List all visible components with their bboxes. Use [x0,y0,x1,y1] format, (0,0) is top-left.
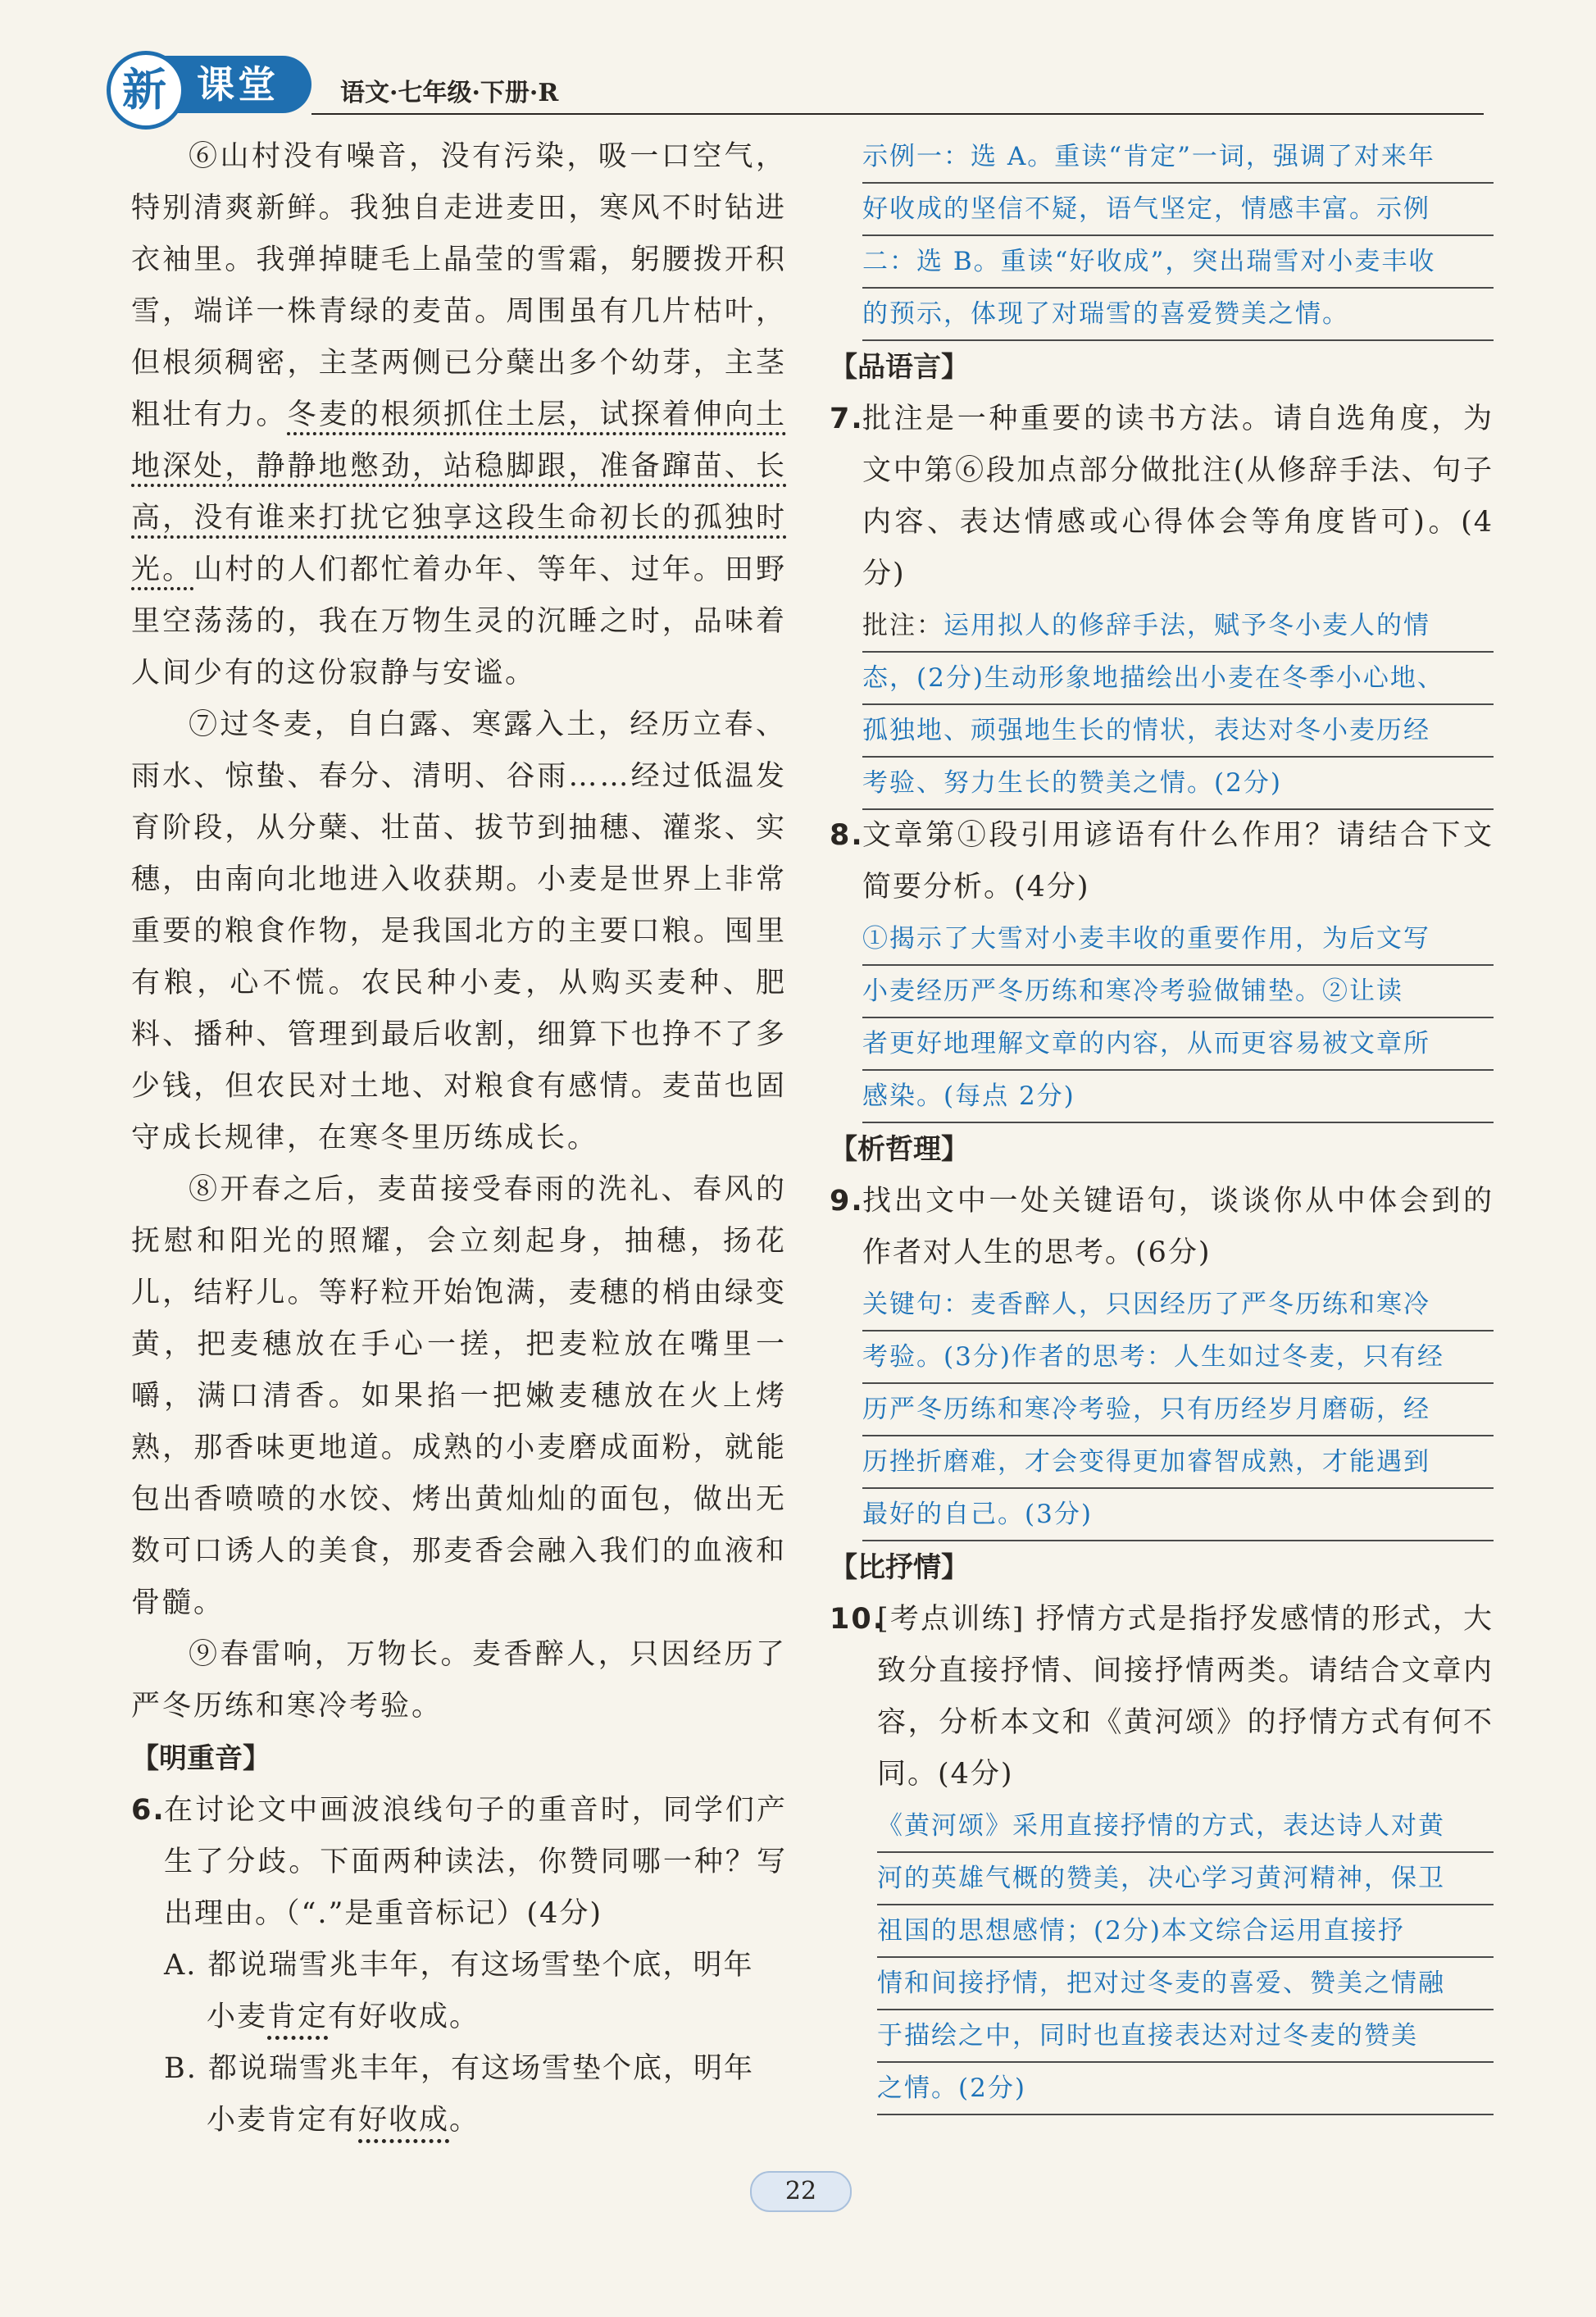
question-text: [考点训练] 抒情方式是指抒发感情的形式，大致分直接抒情、间接抒情两类。请结合文章内容，分析本文和《黄河颂》的抒情方式有何不同。(4分) [877,1603,1494,1791]
question-number: 6. [131,1794,166,1827]
answer-line: 祖国的思想感情；(2分)本文综合运用直接抒 [877,1905,1494,1958]
q10-answer [830,1800,1494,2115]
answer-line: 历挫折磨难，才会变得更加睿智成熟，才能遇到 [862,1436,1494,1489]
answer-line: 二：选 B。重读“好收成”，突出瑞雪对小麦丰收 [862,236,1494,289]
answer-line: 关键句：麦香醉人，只因经历了严冬历练和寒冷 [862,1279,1494,1331]
q7-answer [830,600,1494,810]
book-subtitle: 语文·七年级·下册·R [340,79,559,107]
option-a-line2 [164,1992,787,2043]
annotation-text: 运用拟人的修辞手法，赋予冬小麦人的情 [944,611,1430,640]
section-heading-xizheli: 【析哲理】 [830,1133,969,1166]
answer-line: 《黄河颂》采用直接抒情的方式，表达诗人对黄 [877,1800,1494,1853]
answer-line: 于描绘之中，同时也直接表达对过冬麦的赞美 [877,2010,1494,2063]
answer-line: 好收成的坚信不疑，语气坚定，情感丰富。示例 [862,184,1494,236]
option-a [131,1940,787,2043]
answer-line: 考验、努力生长的赞美之情。(2分) [862,758,1494,810]
answer-line [862,600,1494,653]
question-6 [131,1785,787,1940]
question-text: 找出文中一处关键语句，谈谈你从中体会到的作者对人生的思考。(6分) [862,1185,1494,1269]
paragraph-6-text: ⑥山村没有噪音，没有污染，吸一口空气，特别清爽新鲜。我独自走进麦田，寒风不时钻进衣袖里。我弹掉睫毛上晶莹的雪霜，躬腰拨开积雪，端详一株青绿的麦苗。周围虽有几片枯叶，但根须稠密，主茎两侧已分蘖出多个幼芽，主茎粗壮有力。 [131,140,787,431]
q6-answer [830,131,1494,341]
option-b-part1: 小麦肯定有 [207,2104,359,2137]
option-a-part1: 小麦 [207,2001,268,2033]
section-heading-pinyuyan: 【品语言】 [830,351,969,384]
option-b-line2 [164,2095,787,2146]
question-number: 9. [830,1185,864,1218]
option-b-part3: 。 [449,2104,480,2137]
q9-answer [830,1279,1494,1541]
answer-line: 历严冬历练和寒冷考验，只有历经岁月磨砺，经 [862,1384,1494,1436]
header-rule [311,113,1484,115]
option-b-line1: B. 都说瑞雪兆丰年，有这场雪垫个底，明年 [164,2052,754,2085]
page-number: 22 [750,2171,852,2212]
answer-line: 孤独地、顽强地生长的情状，表达对冬小麦历经 [862,705,1494,758]
logo [122,56,311,116]
answer-line: 示例一：选 A。重读“肯定”一词，强调了对来年 [862,131,1494,184]
paragraph-9: ⑨春雷响，万物长。麦香醉人，只因经历了严冬历练和寒冷考验。 [131,1638,787,1723]
logo-first-char: 新 [107,51,185,130]
answer-line: 小麦经历严冬历练和寒冷考验做铺垫。②让读 [862,966,1494,1018]
question-8 [830,810,1494,913]
option-a-line1: A. 都说瑞雪兆丰年，有这场雪垫个底，明年 [164,1949,754,1982]
answer-line: 情和间接抒情，把对过冬麦的喜爱、赞美之情融 [877,1958,1494,2010]
annotation-label: 批注： [862,611,944,640]
logo-text: 课堂 [197,62,279,107]
paragraph-6-end: 山村的人们都忙着办年、等年、过年。田野里空荡荡的，我在万物生灵的沉睡之时，品味着人间少有的这份寂静与安谧。 [131,553,787,690]
question-number: 8. [830,819,864,852]
answer-line: 态，(2分)生动形象地描绘出小麦在冬季小心地、 [862,653,1494,705]
section-heading-bishuqing: 【比抒情】 [830,1551,969,1584]
question-number: 7. [830,403,864,435]
answer-line: 最好的自己。(3分) [862,1489,1494,1541]
option-b [131,2043,787,2146]
option-a-part3: 有好收成。 [328,2001,480,2033]
q8-answer [830,913,1494,1123]
option-a-stress: 肯定 [267,2001,329,2033]
question-number: 10. [830,1603,886,1636]
right-column [830,131,1494,2115]
answer-line: ①揭示了大雪对小麦丰收的重要作用，为后文写 [862,913,1494,966]
paragraph-6-dotted: 冬麦的根须抓住土层，试探着伸向土地深处，静静地憋劲，站稳脚跟，准备蹿苗、长高，没有谁来打扰它独享这段生命初长的孤独时光。 [131,398,787,586]
paragraph-8: ⑧开春之后，麦苗接受春雨的洗礼、春风的抚慰和阳光的照耀，会立刻起身，抽穗，扬花儿，结籽儿。等籽粒开始饱满，麦穗的梢由绿变黄，把麦穗放在手心一搓，把麦粒放在嘴里一嚼，满口清香。如果掐一把嫩麦穗放在火上烤熟，那香味更地道。成熟的小麦磨成面粉，就能包出香喷喷的水饺、烤出黄灿灿的面包，做出无数可口诱人的美食，那麦香会融入我们的血液和骨髓。 [131,1173,787,1619]
answer-line: 考验。(3分)作者的思考：人生如过冬麦，只有经 [862,1331,1494,1384]
answer-line: 感染。(每点 2分) [862,1071,1494,1123]
option-b-stress: 好收成 [358,2104,450,2137]
question-text: 在讨论文中画波浪线句子的重音时，同学们产生了分歧。下面两种读法，你赞同哪一种？写出理由。（“.”是重音标记）(4分) [164,1794,787,1930]
paragraph-6 [131,131,787,699]
paragraph-7: ⑦过冬麦，自白露、寒露入土，经历立春、雨水、惊蛰、春分、清明、谷雨……经过低温发育阶段，从分蘖、壮苗、拔节到抽穗、灌浆、实穗，由南向北地进入收获期。小麦是世界上非常重要的粮食作物，是我国北方的主要口粮。囤里有粮，心不慌。农民种小麦，从购买麦种、肥料、播种、管理到最后收割，细算下也挣不了多少钱，但农民对土地、对粮食有感情。麦苗也固守成长规律，在寒冬里历练成长。 [131,708,787,1154]
answer-line: 的预示，体现了对瑞雪的喜爱赞美之情。 [862,289,1494,341]
question-text: 文章第①段引用谚语有什么作用？请结合下文简要分析。(4分) [862,819,1494,904]
answer-line: 河的英雄气概的赞美，决心学习黄河精神，保卫 [877,1853,1494,1905]
question-10 [830,1594,1494,1800]
left-column [131,131,787,2146]
answer-line: 者更好地理解文章的内容，从而更容易被文章所 [862,1018,1494,1071]
question-9 [830,1176,1494,1279]
question-text: 批注是一种重要的读书方法。请自选角度，为文中第⑥段加点部分做批注(从修辞手法、句子内容、表达情感或心得体会等角度皆可)。(4分) [862,403,1494,590]
question-7 [830,394,1494,600]
answer-line: 之情。(2分) [877,2063,1494,2115]
page-header [123,49,1484,123]
section-heading-mingzhongyin: 【明重音】 [131,1742,271,1775]
